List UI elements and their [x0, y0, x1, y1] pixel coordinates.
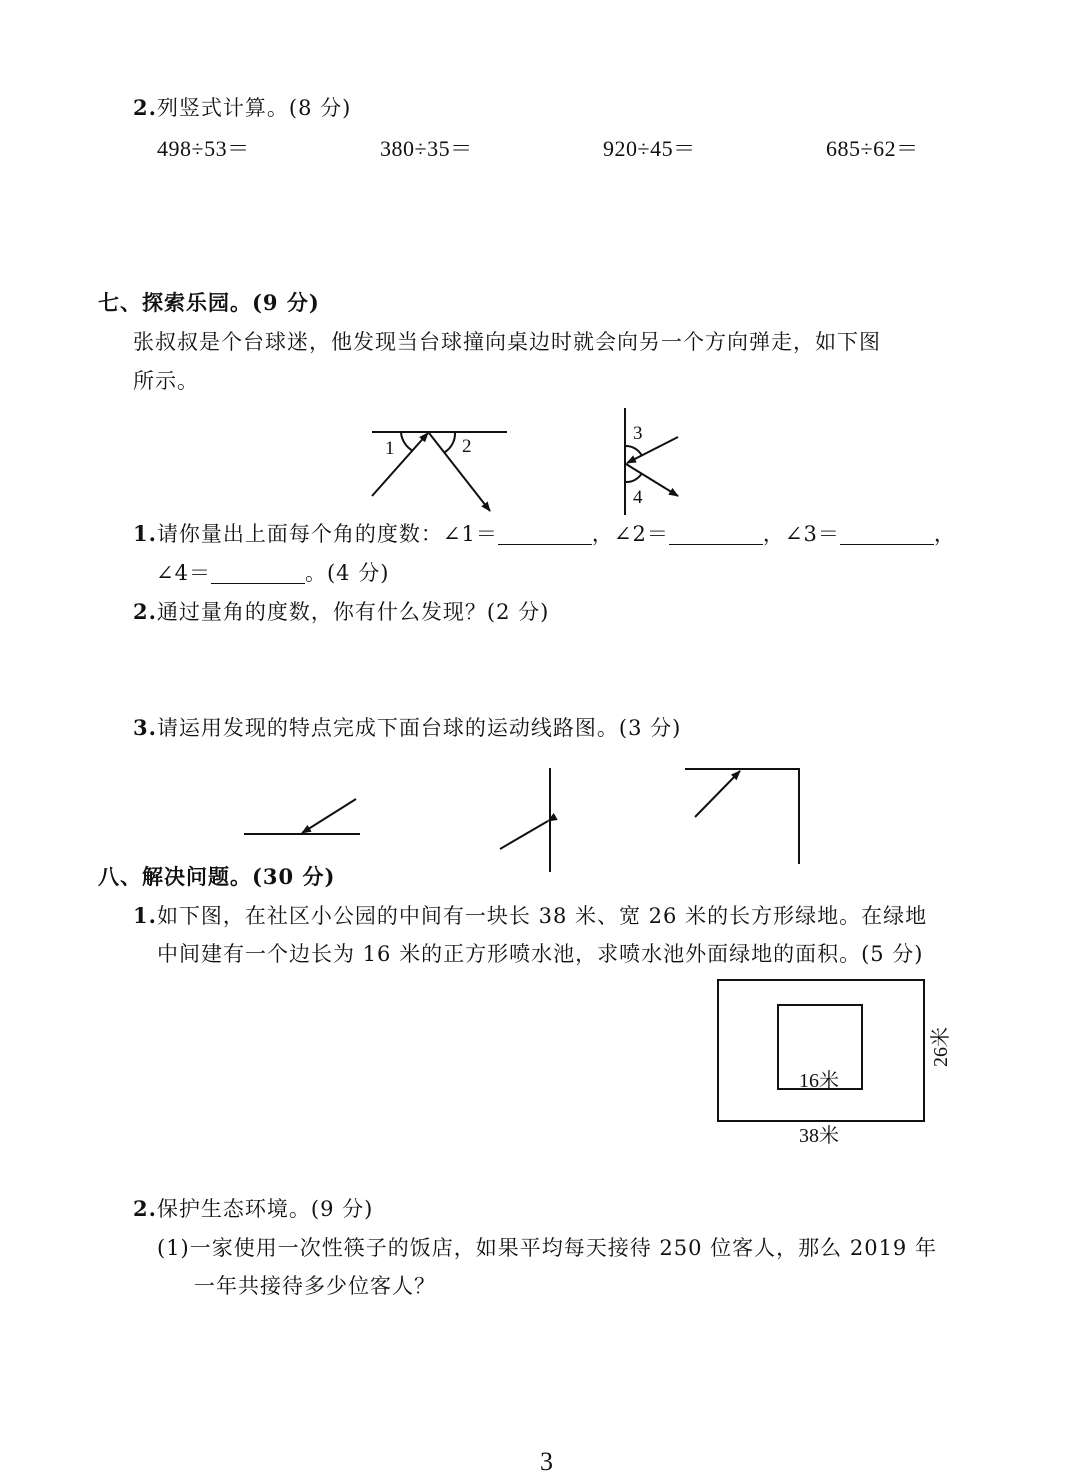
angle-2-label: 2 — [462, 436, 473, 457]
exercise-b-ray — [500, 821, 548, 849]
section-8-heading: 八、解决问题。(30 分) — [98, 864, 336, 889]
answer-blank-angle-3[interactable] — [840, 524, 934, 545]
page-number: 3 — [540, 1447, 553, 1476]
calc-item-4: 685÷62＝ — [826, 136, 919, 161]
section-7-intro-line2: 所示。 — [133, 369, 199, 393]
question-1-measure — [133, 520, 956, 548]
question-number: 1. — [133, 521, 157, 546]
angle-1-label: 1 — [385, 438, 396, 459]
separator-angle-3: ，∠3＝ — [762, 522, 840, 546]
angle-4-label: 4 — [633, 487, 644, 508]
calc-item-1: 498÷53＝ — [157, 136, 250, 161]
subquestion-1-line2: 一年共接待多少位客人？ — [194, 1274, 436, 1298]
angle-4-arc — [626, 473, 642, 482]
outgoing-ray — [429, 433, 490, 511]
answer-blank-angle-1[interactable] — [498, 524, 592, 545]
question-number: 2. — [133, 599, 157, 624]
subquestion-1-line1: (1)一家使用一次性筷子的饭店，如果平均每天接待 250 位客人，那么 2019 年 — [157, 1236, 937, 1260]
exercise-c-corner — [685, 769, 799, 864]
exercise-a-ray — [302, 799, 356, 833]
question-text: 请运用发现的特点完成下面台球的运动线路图。(3 分) — [156, 716, 682, 740]
angle-4-prefix: ∠4＝ — [156, 561, 211, 585]
calc-item-2: 380÷35＝ — [380, 136, 473, 161]
exercise-c-ray — [695, 771, 740, 817]
separator-end: ， — [933, 522, 956, 546]
section-7-heading: 七、探索乐园。(9 分) — [98, 290, 320, 315]
question-2-calc — [133, 94, 351, 122]
question-1-line2 — [156, 559, 389, 587]
question-number: 2. — [133, 1196, 157, 1221]
separator-angle-2: ，∠2＝ — [591, 522, 669, 546]
section-7-intro-line1: 张叔叔是个台球迷，他发现当台球撞向桌边时就会向另一个方向弹走，如下图 — [133, 330, 881, 354]
incoming-ray — [372, 433, 428, 496]
exercise-3-figures — [244, 768, 799, 872]
calc-item-3: 920÷45＝ — [603, 136, 696, 161]
green-width-label: 26米 — [930, 1027, 952, 1067]
question-number: 2. — [133, 95, 157, 120]
question-text: 列竖式计算。(8 分) — [156, 96, 352, 120]
green-area-rect — [718, 980, 924, 1121]
question-2-eco — [133, 1195, 373, 1223]
answer-blank-angle-4[interactable] — [211, 563, 305, 584]
green-length-label: 38米 — [799, 1125, 839, 1147]
question-1-park — [133, 902, 927, 930]
angle-2-arc — [445, 433, 455, 452]
park-figure — [718, 980, 924, 1121]
question-text: 通过量角的度数，你有什么发现？(2 分) — [156, 600, 550, 624]
angle-3-label: 3 — [633, 423, 644, 444]
question-points: 。(4 分) — [304, 561, 390, 585]
question-2-discovery — [133, 598, 549, 626]
question-text: 请你量出上面每个角的度数：∠1＝ — [156, 522, 498, 546]
fountain-side-label: 16米 — [799, 1070, 839, 1092]
question-number: 3. — [133, 715, 157, 740]
answer-blank-angle-2[interactable] — [669, 524, 763, 545]
question-number: 1. — [133, 903, 157, 928]
question-1-park-line2: 中间建有一个边长为 16 米的正方形喷水池，求喷水池外面绿地的面积。(5 分) — [157, 942, 924, 966]
angle-1-arc — [401, 433, 413, 451]
question-text-line1: 如下图，在社区小公园的中间有一块长 38 米、宽 26 米的长方形绿地。在绿地 — [156, 904, 928, 928]
question-text: 保护生态环境。(9 分) — [156, 1197, 374, 1221]
question-3-routes — [133, 714, 681, 742]
